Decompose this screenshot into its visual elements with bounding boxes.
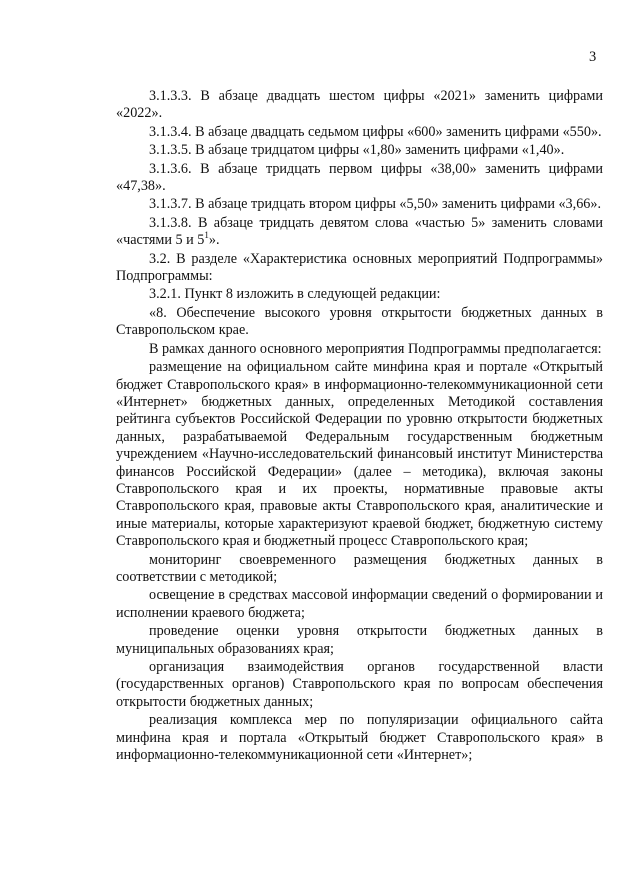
paragraph-activity-intro: В рамках данного основного мероприятия Подпрограммы предполагается: — [149, 340, 602, 357]
page-number: 3 — [589, 49, 597, 65]
paragraph-interaction: организация взаимодействия органов государственной власти (государственных органов) Ставропольского края по вопросам обеспечения открытости бюджетных данных; — [116, 659, 603, 710]
paragraph-8-heading: «8. Обеспечение высокого уровня открытости бюджетных данных в Ставропольском крае. — [116, 304, 603, 339]
paragraph-assessment: проведение оценки уровня открытости бюджетных данных в муниципальных образованиях края; — [116, 623, 603, 657]
paragraph-3-1-3-7: 3.1.3.7. В абзаце тридцать втором цифры «5,50» заменить цифрами «3,66». — [149, 196, 602, 213]
paragraph-3-1-3-3: 3.1.3.3. В абзаце двадцать шестом цифры «2021» заменить цифрами «2022». — [116, 88, 603, 122]
document-body — [116, 88, 603, 764]
paragraph-3-1-3-4: 3.1.3.4. В абзаце двадцать седьмом цифры «600» заменить цифрами «550». — [149, 123, 602, 140]
paragraph-3-1-3-6: 3.1.3.6. В абзаце тридцать первом цифры «38,00» заменить цифрами «47,38». — [116, 160, 603, 195]
paragraph-popularization: реализация комплекса мер по популяризации официального сайта минфина края и портала «Открытый бюджет Ставропольского края» в информационно-телекоммуникационной сети «Интернет»; — [116, 712, 603, 764]
paragraph-3-1-3-5: 3.1.3.5. В абзаце тридцатом цифры «1,80» заменить цифрами «1,40». — [149, 142, 565, 159]
paragraph-3-1-3-8-tail: ». — [208, 232, 220, 249]
paragraph-3-1-3-8-text: 3.1.3.8. В абзаце тридцать девятом слова «частью 5» заменить словами «частями 5 и 5 — [116, 214, 603, 249]
paragraph-monitoring: мониторинг своевременного размещения бюджетных данных в соответствии с методикой; — [116, 551, 603, 585]
paragraph-media-coverage: освещение в средствах массовой информации сведений о формировании и исполнении краевого бюджета; — [116, 587, 603, 621]
paragraph-publication: размещение на официальном сайте минфина края и портале «Открытый бюджет Ставропольского края» в информационно-телекоммуникационной сети «Интернет» бюджетных данных, определенных Методикой составления рейтинга субъектов Российской Федерации по уровню открытости бюджетных данных, разрабатываемой Федеральным государственным бюджетным учреждением «Научно-исследовательский финансовый институт Министерства финансов Российской Федерации» (далее – методика), включая законы Ставропольского края и их проекты, нормативные правовые акты Ставропольского края, правовые акты Ставропольского края, аналитические и иные материалы, которые характеризуют краевой бюджет, бюджетную систему Ставропольского края и бюджетный процесс Ставропольского края; — [116, 359, 603, 550]
paragraph-3-2-1: 3.2.1. Пункт 8 изложить в следующей редакции: — [149, 286, 441, 303]
footnote-superscript: 1 — [204, 230, 209, 241]
paragraph-3-1-3-8 — [116, 215, 603, 250]
paragraph-3-2: 3.2. В разделе «Характеристика основных мероприятий Подпрограммы» Подпрограммы: — [116, 250, 603, 285]
